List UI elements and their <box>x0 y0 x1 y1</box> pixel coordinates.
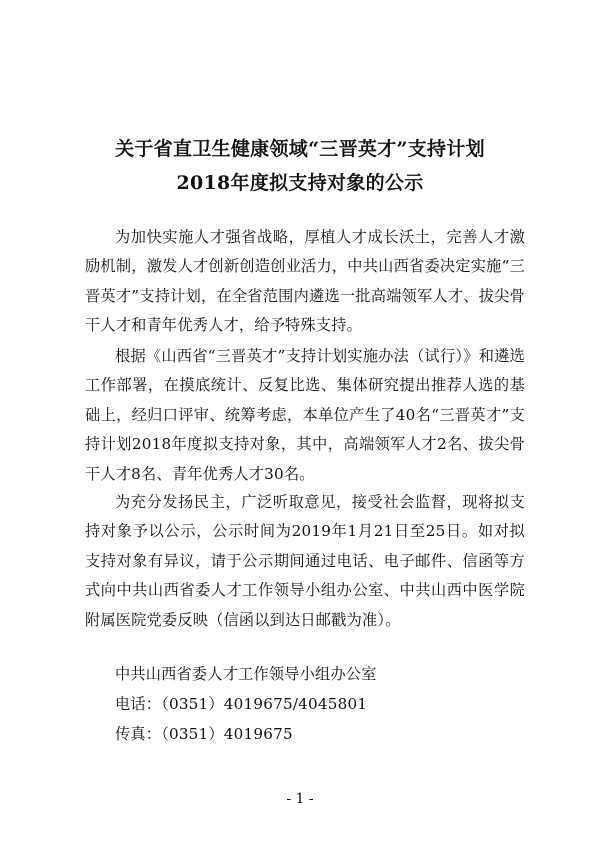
document-title-line-1: 关于省直卫生健康领域“三晋英才”支持计划 <box>115 138 485 160</box>
document-title-line-2: 2018年度拟支持对象的公示 <box>176 172 424 194</box>
signature-phone: 电话：（0351）4019675/4045801 <box>115 695 368 713</box>
signature-office: 中共山西省委人才工作领导小组办公室 <box>115 665 377 683</box>
page-number: - 1 - <box>286 791 314 807</box>
paragraph-selection: 根据《山西省“三晋英才”支持计划实施办法（试行）》和遴选工作部署，在摸底统计、反复比选、集体研究提出推荐人选的基础上，经归口评审、统筹考虑，本单位产生了40名“三晋英才”支持计划2018年度拟支持对象，其中，高端领军人才2名、拔尖骨干人才8名、青年优秀人才30名。 <box>85 347 525 483</box>
paragraph-intro: 为加快实施人才强省战略，厚植人才成长沃土，完善人才激励机制，激发人才创新创造创业活力，中共山西省委决定实施“三晋英才”支持计划，在全省范围内遴选一批高端领军人才、拔尖骨干人才和青年优秀人才，给予特殊支持。 <box>85 228 525 335</box>
signature-fax: 传真：（0351）4019675 <box>115 725 293 743</box>
paragraph-notice: 为充分发扬民主，广泛听取意见，接受社会监督，现将拟支持对象予以公示，公示时间为2019年1月21日至25日。如对拟支持对象有异议，请于公示期间通过电话、电子邮件、信函等方式向中共山西省委人才工作领导小组办公室、中共山西中医学院附属医院党委反映（信函以到达日邮戳为准）。 <box>85 493 525 629</box>
